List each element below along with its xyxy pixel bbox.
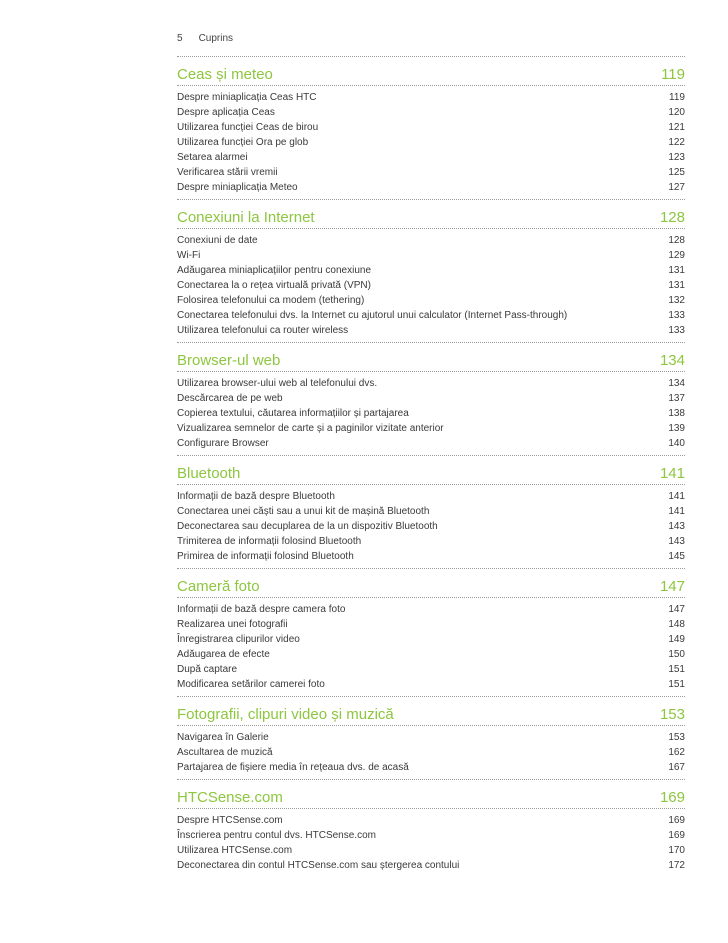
toc-entry[interactable] <box>177 677 685 692</box>
toc-entry-page: 134 <box>668 378 685 389</box>
toc-entry-list <box>177 86 685 195</box>
toc-entry-page: 123 <box>668 152 685 163</box>
toc-entry-label: Conectarea unei căști sau a unui kit de mașină Bluetooth <box>177 506 430 517</box>
toc-entry-label: Folosirea telefonului ca modem (tethering) <box>177 295 365 306</box>
toc-entry[interactable] <box>177 90 685 105</box>
toc-entry[interactable] <box>177 233 685 248</box>
toc-entry-page: 147 <box>668 604 685 615</box>
toc-section <box>177 779 685 873</box>
toc-section-heading[interactable] <box>177 568 685 598</box>
toc-section <box>177 342 685 451</box>
toc-entry[interactable] <box>177 376 685 391</box>
toc-entry-page: 172 <box>668 860 685 871</box>
toc-entry-page: 170 <box>668 845 685 856</box>
page-number: 5 <box>177 33 183 44</box>
toc-entry-page: 143 <box>668 536 685 547</box>
toc-entry[interactable] <box>177 248 685 263</box>
toc-entry[interactable] <box>177 391 685 406</box>
toc-entry[interactable] <box>177 406 685 421</box>
toc-entry[interactable] <box>177 813 685 828</box>
toc-entry-page: 137 <box>668 393 685 404</box>
toc-section-heading[interactable] <box>177 696 685 726</box>
toc-entry[interactable] <box>177 135 685 150</box>
toc-entry-page: 140 <box>668 438 685 449</box>
toc-section-heading[interactable] <box>177 342 685 372</box>
toc-entry-page: 141 <box>668 506 685 517</box>
toc-entry[interactable] <box>177 180 685 195</box>
toc-entry-label: Despre aplicația Ceas <box>177 107 275 118</box>
toc-entry[interactable] <box>177 263 685 278</box>
toc-entry[interactable] <box>177 858 685 873</box>
toc-entry-list <box>177 726 685 775</box>
toc-section <box>177 199 685 338</box>
toc-entry-label: Verificarea stării vremii <box>177 167 278 178</box>
toc-entry-page: 162 <box>668 747 685 758</box>
toc-section <box>177 455 685 564</box>
toc-entry-label: Navigarea în Galerie <box>177 732 269 743</box>
toc-entry-label: Despre miniaplicația Meteo <box>177 182 298 193</box>
toc-entry-label: Trimiterea de informații folosind Bluetooth <box>177 536 362 547</box>
toc-section-page: 169 <box>659 789 685 806</box>
toc-entry[interactable] <box>177 421 685 436</box>
toc-entry-page: 131 <box>668 280 685 291</box>
toc-entry-label: Wi-Fi <box>177 250 201 261</box>
toc-entry-page: 128 <box>668 235 685 246</box>
toc-section-page: 128 <box>659 209 685 226</box>
toc-entry-label: Ascultarea de muzică <box>177 747 273 758</box>
toc-entry-page: 129 <box>668 250 685 261</box>
toc-entry[interactable] <box>177 549 685 564</box>
toc-entry-list <box>177 372 685 451</box>
toc-section-page: 153 <box>659 706 685 723</box>
toc-section-title: Bluetooth <box>177 465 241 482</box>
toc-entry-label: Copierea textului, căutarea informațiilor și partajarea <box>177 408 409 419</box>
toc-entry[interactable] <box>177 120 685 135</box>
toc-entry-label: Realizarea unei fotografii <box>177 619 288 630</box>
toc-entry[interactable] <box>177 647 685 662</box>
toc-section-page: 147 <box>659 578 685 595</box>
toc-section-page: 119 <box>661 66 685 83</box>
toc-entry-label: Deconectarea sau decuplarea de la un dispozitiv Bluetooth <box>177 521 438 532</box>
toc-entry[interactable] <box>177 150 685 165</box>
page-header <box>177 33 233 44</box>
toc-entry-label: Utilizarea browser-ului web al telefonului dvs. <box>177 378 378 389</box>
toc-entry-label: Partajarea de fișiere media în rețeaua dvs. de acasă <box>177 762 409 773</box>
toc-entry-page: 151 <box>668 664 685 675</box>
toc-entry[interactable] <box>177 308 685 323</box>
toc-entry-page: 139 <box>668 423 685 434</box>
toc-section-heading[interactable] <box>177 56 685 86</box>
toc-entry[interactable] <box>177 843 685 858</box>
toc-entry-label: Primirea de informații folosind Bluetooth <box>177 551 354 562</box>
toc-entry-page: 119 <box>669 92 685 103</box>
toc-entry-label: Adăugarea miniaplicațiilor pentru conexiune <box>177 265 372 276</box>
toc-entry[interactable] <box>177 662 685 677</box>
toc-entry-label: Adăugarea de efecte <box>177 649 270 660</box>
toc-entry-label: Vizualizarea semnelor de carte și a paginilor vizitate anterior <box>177 423 444 434</box>
toc-entry-page: 141 <box>668 491 685 502</box>
page-header-title: Cuprins <box>198 33 234 44</box>
toc-entry-page: 125 <box>668 167 685 178</box>
toc-entry-label: Despre miniaplicația Ceas HTC <box>177 92 317 103</box>
toc-entry-page: 131 <box>668 265 685 276</box>
toc-section-title: Ceas și meteo <box>177 66 273 83</box>
toc-entry-page: 145 <box>668 551 685 562</box>
toc-entry-label: Informații de bază despre Bluetooth <box>177 491 335 502</box>
toc-entry-page: 143 <box>668 521 685 532</box>
toc-section-heading[interactable] <box>177 455 685 485</box>
toc-entry-label: Utilizarea telefonului ca router wireless <box>177 325 349 336</box>
toc-section-heading[interactable] <box>177 779 685 809</box>
toc-entry-label: Conectarea la o rețea virtuală privată (VPN) <box>177 280 371 291</box>
toc-section-title: Browser-ul web <box>177 352 281 369</box>
toc-entry-label: Conexiuni de date <box>177 235 258 246</box>
toc-entry[interactable] <box>177 745 685 760</box>
toc-entry-page: 169 <box>668 815 685 826</box>
toc-entry[interactable] <box>177 436 685 451</box>
toc-entry-page: 122 <box>668 137 685 148</box>
toc-section <box>177 696 685 775</box>
toc-section-title: Cameră foto <box>177 578 260 595</box>
toc-entry-label: Deconectarea din contul HTCSense.com sau ștergerea contului <box>177 860 460 871</box>
table-of-contents <box>177 56 685 877</box>
toc-entry-page: 120 <box>668 107 685 118</box>
toc-entry[interactable] <box>177 730 685 745</box>
toc-entry-page: 149 <box>668 634 685 645</box>
toc-section-title: HTCSense.com <box>177 789 283 806</box>
toc-entry[interactable] <box>177 293 685 308</box>
toc-entry-list <box>177 809 685 873</box>
toc-section-title: Fotografii, clipuri video și muzică <box>177 706 394 723</box>
toc-entry[interactable] <box>177 165 685 180</box>
toc-entry[interactable] <box>177 504 685 519</box>
toc-entry[interactable] <box>177 105 685 120</box>
toc-entry-label: După captare <box>177 664 238 675</box>
toc-entry-page: 153 <box>668 732 685 743</box>
toc-entry-label: Înscrierea pentru contul dvs. HTCSense.com <box>177 830 376 841</box>
toc-section <box>177 56 685 195</box>
toc-entry-label: Înregistrarea clipurilor video <box>177 634 300 645</box>
toc-entry[interactable] <box>177 760 685 775</box>
toc-section-heading[interactable] <box>177 199 685 229</box>
toc-entry-label: Modificarea setărilor camerei foto <box>177 679 325 690</box>
toc-entry-label: Utilizarea HTCSense.com <box>177 845 293 856</box>
toc-entry-page: 150 <box>668 649 685 660</box>
toc-entry-label: Descărcarea de pe web <box>177 393 283 404</box>
toc-entry[interactable] <box>177 828 685 843</box>
toc-entry[interactable] <box>177 617 685 632</box>
toc-entry-page: 121 <box>668 122 685 133</box>
toc-entry[interactable] <box>177 632 685 647</box>
toc-entry-page: 148 <box>668 619 685 630</box>
toc-entry-label: Configurare Browser <box>177 438 269 449</box>
toc-section-page: 141 <box>659 465 685 482</box>
toc-entry-page: 132 <box>668 295 685 306</box>
toc-section-page: 134 <box>659 352 685 369</box>
toc-entry[interactable] <box>177 519 685 534</box>
toc-entry[interactable] <box>177 489 685 504</box>
toc-entry-label: Utilizarea funcției Ceas de birou <box>177 122 319 133</box>
toc-entry-page: 133 <box>668 310 685 321</box>
toc-entry[interactable] <box>177 278 685 293</box>
toc-entry-label: Despre HTCSense.com <box>177 815 283 826</box>
toc-entry-page: 127 <box>668 182 685 193</box>
toc-entry-page: 151 <box>668 679 685 690</box>
toc-entry-list <box>177 485 685 564</box>
toc-section <box>177 568 685 692</box>
toc-entry-label: Conectarea telefonului dvs. la Internet cu ajutorul unui calculator (Internet Pass-through) <box>177 310 568 321</box>
toc-entry-list <box>177 598 685 692</box>
toc-entry-page: 133 <box>668 325 685 336</box>
toc-entry[interactable] <box>177 534 685 549</box>
toc-entry-page: 169 <box>668 830 685 841</box>
toc-entry-label: Setarea alarmei <box>177 152 248 163</box>
toc-entry-label: Utilizarea funcției Ora pe glob <box>177 137 309 148</box>
toc-entry[interactable] <box>177 602 685 617</box>
toc-entry-label: Informații de bază despre camera foto <box>177 604 346 615</box>
toc-entry-list <box>177 229 685 338</box>
toc-entry-page: 138 <box>668 408 685 419</box>
toc-section-title: Conexiuni la Internet <box>177 209 315 226</box>
toc-entry-page: 167 <box>668 762 685 773</box>
toc-entry[interactable] <box>177 323 685 338</box>
